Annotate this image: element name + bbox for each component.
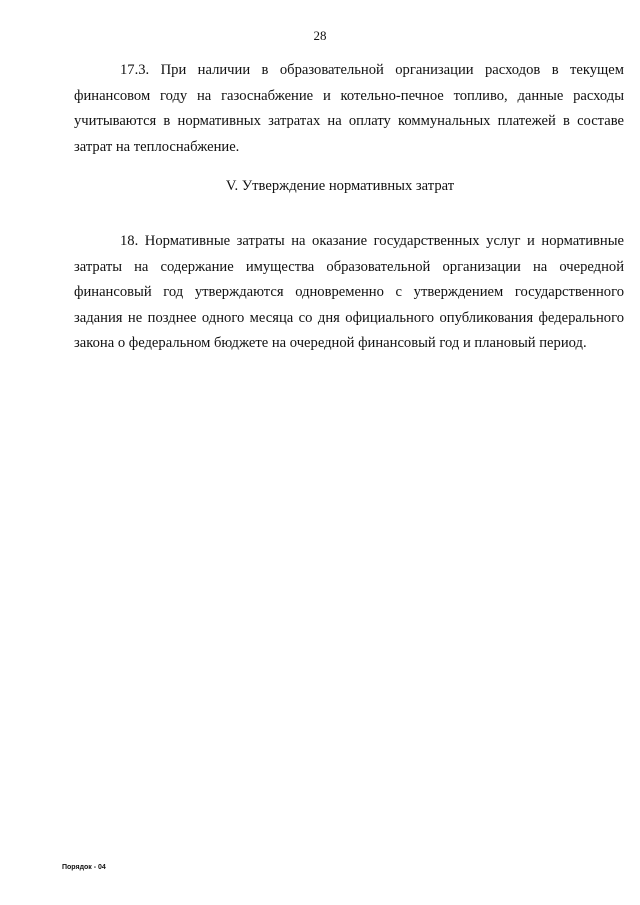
paragraph-18: 18. Нормативные затраты на оказание государственных услуг и нормативные затраты на содержание имущества образовательной организации на очередной финансовый год утверждаются одновременно с утверждением государственного задания не позднее одного месяца со дня официального опубликования федерального закона о федеральном бюджете на очередной финансовый год и плановый период. (74, 233, 624, 351)
paragraph-17-3: 17.3. При наличии в образовательной организации расходов в текущем финансовом году на газоснабжение и котельно-печное топливо, данные расходы учитываются в нормативных затратах на оплату коммунальных платежей в составе затрат на теплоснабжение. (74, 62, 624, 155)
section-heading: V. Утверждение нормативных затрат (225, 178, 455, 194)
footer-label: Порядок - 04 (62, 864, 106, 871)
page-number: 28 (313, 28, 327, 43)
